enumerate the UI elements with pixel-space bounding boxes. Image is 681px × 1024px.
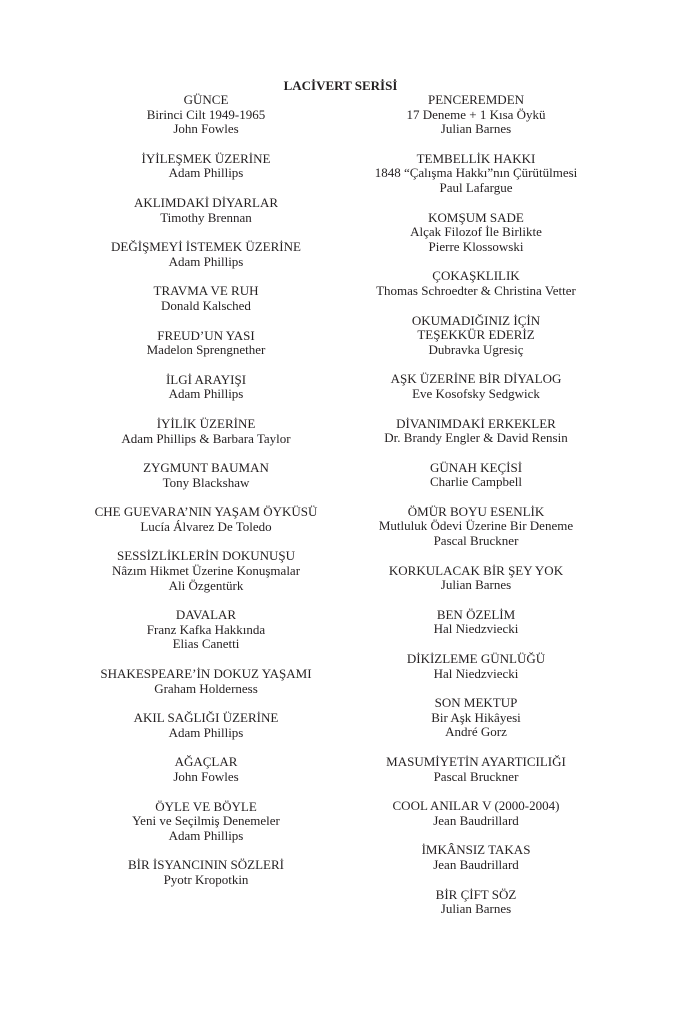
book-author: Pyotr Kropotkin (163, 871, 249, 887)
book-title: İYİLEŞMEK ÜZERİNE (141, 150, 271, 166)
book-entry (326, 755, 626, 784)
book-title: SESSİZLİKLERİN DOKUNUŞU (116, 548, 296, 564)
book-entry (326, 372, 626, 401)
book-title: DAVALAR (175, 607, 237, 623)
book-author: Adam Phillips (168, 253, 244, 269)
book-entry (56, 196, 356, 225)
book-title: TRAVMA VE RUH (153, 283, 259, 299)
book-author: John Fowles (173, 769, 239, 784)
book-entry (56, 549, 356, 593)
book-entry (326, 417, 626, 446)
book-author: Adam Phillips (168, 386, 244, 402)
book-entry (326, 211, 626, 255)
book-entry (56, 755, 356, 784)
book-entry (56, 608, 356, 652)
book-author: Charlie Campbell (429, 474, 523, 490)
book-title: SHAKESPEARE’İN DOKUZ YAŞAMI (100, 666, 312, 682)
book-subtitle: Nâzım Hikmet Üzerine Konuşmalar (111, 563, 301, 579)
book-entry (56, 858, 356, 887)
book-entry (56, 152, 356, 181)
book-author: Tony Blackshaw (162, 474, 250, 490)
book-title: FREUD’UN YASI (157, 327, 255, 343)
book-author: Julian Barnes (440, 577, 512, 593)
book-entry (326, 888, 626, 917)
book-author: Hal Niedzviecki (433, 621, 519, 637)
book-entry (326, 652, 626, 681)
book-title: TEMBELLİK HAKKI (416, 150, 536, 166)
book-author: Adam Phillips & Barbara Taylor (121, 430, 291, 446)
book-author: Lucía Álvarez De Toledo (140, 518, 272, 534)
book-author: Donald Kalsched (161, 297, 251, 313)
left-book-column (56, 93, 356, 903)
book-title: AŞK ÜZERİNE BİR DİYALOG (390, 371, 562, 387)
book-author: Elias Canetti (172, 636, 240, 652)
book-author: Graham Holderness (154, 680, 258, 696)
book-author: Pascal Bruckner (433, 768, 519, 784)
book-author: Julian Barnes (440, 121, 512, 137)
book-author: Dr. Brandy Engler & David Rensin (384, 430, 568, 446)
book-entry (326, 843, 626, 872)
book-title: OKUMADIĞINIZ İÇİN (411, 312, 541, 328)
book-title: CHE GUEVARA’NIN YAŞAM ÖYKÜSÜ (94, 504, 318, 520)
book-title: ÖMÜR BOYU ESENLİK (407, 503, 545, 519)
book-author: Dubravka Ugresiç (428, 341, 524, 357)
book-title: BEN ÖZELİM (436, 606, 516, 622)
book-entry (326, 505, 626, 549)
book-author: Jean Baudrillard (433, 812, 519, 828)
book-subtitle: Birinci Cilt 1949-1965 (146, 106, 266, 122)
book-author: Pierre Klossowski (428, 238, 524, 254)
book-entry (56, 284, 356, 313)
book-entry (56, 711, 356, 740)
book-subtitle: 1848 “Çalışma Hakkı”nın Çürütülmesi (374, 165, 578, 181)
book-title: MASUMİYETİN AYARTICILIĞI (386, 754, 566, 769)
book-author: Ali Özgentürk (168, 577, 244, 593)
book-title: GÜNAH KEÇİSİ (429, 459, 523, 475)
book-title: BİR İSYANCININ SÖZLERİ (128, 857, 284, 873)
book-author: Paul Lafargue (439, 179, 513, 195)
book-title: PENCEREMDEN (427, 92, 525, 107)
book-subtitle: Yeni ve Seçilmiş Denemeler (132, 813, 280, 829)
book-title: KORKULACAK BİR ŞEY YOK (388, 562, 564, 578)
book-title: COOL ANILAR V (2000-2004) (392, 798, 560, 814)
book-title: AKIL SAĞLIĞI ÜZERİNE (133, 710, 279, 726)
book-entry (326, 608, 626, 637)
book-title: DİVANIMDAKİ ERKEKLER (396, 415, 556, 431)
book-entry (326, 696, 626, 740)
book-entry (326, 152, 626, 196)
book-entry (326, 269, 626, 298)
series-title: LACİVERT SERİSİ (283, 78, 398, 93)
book-subtitle: Bir Aşk Hikâyesi (431, 709, 521, 725)
book-subtitle: 17 Deneme + 1 Kısa Öykü (406, 106, 546, 122)
book-title: İYİLİK ÜZERİNE (156, 415, 256, 431)
book-entry (56, 505, 356, 534)
book-author: Timothy Brennan (160, 209, 252, 225)
book-title: SON MEKTUP (434, 695, 518, 711)
book-subtitle: Alçak Filozof İle Birlikte (410, 224, 542, 240)
book-author: John Fowles (173, 121, 239, 137)
book-entry (56, 417, 356, 446)
book-author: Adam Phillips (168, 724, 244, 740)
book-entry (56, 373, 356, 402)
book-entry (326, 461, 626, 490)
book-author: Eve Kosofsky Sedgwick (412, 385, 540, 401)
book-entry (56, 329, 356, 358)
book-author: Madelon Sprengnether (146, 342, 266, 358)
book-subtitle: Mutluluk Ödevi Üzerine Bir Deneme (378, 518, 574, 534)
right-book-column (326, 93, 626, 932)
book-title: ZYGMUNT BAUMAN (143, 460, 269, 476)
book-author: André Gorz (445, 724, 507, 740)
book-title: İMKÂNSIZ TAKAS (421, 842, 531, 858)
book-entry (326, 314, 626, 358)
book-author: Hal Niedzviecki (433, 665, 519, 681)
book-title: AĞAÇLAR (174, 754, 238, 770)
book-title: KOMŞUM SADE (428, 209, 524, 225)
book-author: Julian Barnes (440, 901, 512, 917)
book-author: Pascal Bruckner (433, 533, 519, 549)
book-entry (56, 667, 356, 696)
book-entry (56, 93, 356, 137)
book-title: DİKİZLEME GÜNLÜĞÜ (406, 651, 546, 667)
book-title: AKLIMDAKİ DİYARLAR (133, 194, 279, 210)
book-entry (326, 799, 626, 828)
book-author: Adam Phillips (168, 165, 244, 181)
book-author: Adam Phillips (168, 827, 244, 843)
book-entry (326, 564, 626, 593)
book-title: DEĞİŞMEYİ İSTEMEK ÜZERİNE (111, 239, 301, 255)
book-title: ÇOKAŞKLILIK (432, 268, 520, 284)
book-subtitle: Franz Kafka Hakkında (146, 621, 266, 637)
book-title: ÖYLE VE BÖYLE (155, 798, 257, 814)
book-entry (56, 240, 356, 269)
book-title: İLGİ ARAYIŞI (165, 371, 247, 387)
book-title: GÜNCE (183, 92, 229, 107)
book-entry (326, 93, 626, 137)
book-subtitle: TEŞEKKÜR EDERİZ (417, 327, 535, 343)
book-author: Thomas Schroedter & Christina Vetter (376, 282, 576, 298)
book-entry (56, 461, 356, 490)
book-title: BİR ÇİFT SÖZ (435, 886, 517, 902)
book-entry (56, 800, 356, 844)
book-author: Jean Baudrillard (433, 856, 519, 872)
